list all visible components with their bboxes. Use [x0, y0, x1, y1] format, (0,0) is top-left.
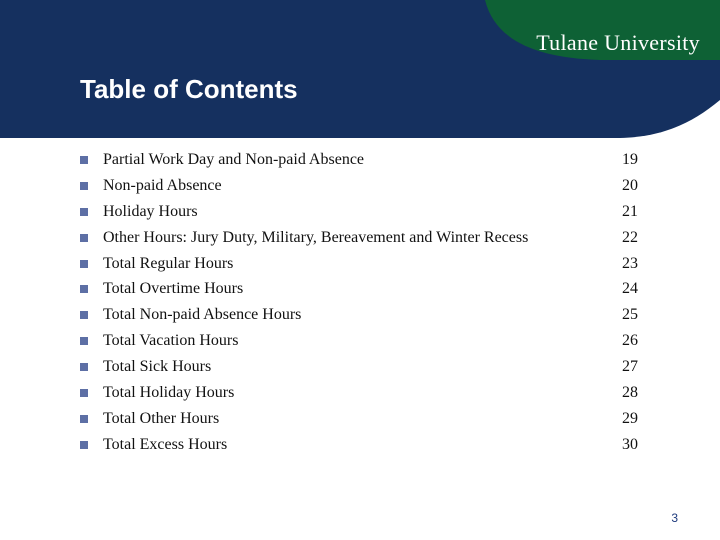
toc-item-label: Other Hours: Jury Duty, Military, Bereavement and Winter Recess	[103, 228, 529, 246]
toc-item-label: Total Excess Hours	[103, 435, 228, 453]
square-bullet-icon	[80, 285, 88, 293]
square-bullet-icon	[80, 234, 88, 242]
slide-number: 3	[671, 511, 678, 525]
toc-item-page: 29	[622, 409, 638, 427]
slide-header	[0, 0, 720, 140]
toc-item-label: Total Regular Hours	[103, 254, 234, 272]
toc-item	[80, 328, 650, 354]
toc-item-page: 26	[622, 332, 638, 350]
toc-item-page: 21	[622, 202, 638, 220]
toc-item	[80, 251, 650, 277]
toc-item	[80, 432, 650, 458]
square-bullet-icon	[80, 337, 88, 345]
toc-item-label: Holiday Hours	[103, 202, 198, 220]
toc-item	[80, 199, 650, 225]
toc-item	[80, 380, 650, 406]
square-bullet-icon	[80, 156, 88, 164]
square-bullet-icon	[80, 260, 88, 268]
toc-item-page: 20	[622, 176, 638, 194]
toc-item-page: 23	[622, 254, 638, 272]
header-background	[0, 0, 720, 140]
toc-item-label: Total Non-paid Absence Hours	[103, 306, 302, 324]
toc-item	[80, 225, 650, 251]
toc-item	[80, 276, 650, 302]
toc-item	[80, 406, 650, 432]
university-name: Tulane University	[536, 30, 700, 55]
square-bullet-icon	[80, 208, 88, 216]
toc-item	[80, 354, 650, 380]
toc-item-label: Total Sick Hours	[103, 358, 212, 376]
square-bullet-icon	[80, 363, 88, 371]
toc-item	[80, 147, 650, 173]
toc-item-page: 28	[622, 384, 638, 402]
toc-list	[80, 147, 650, 458]
square-bullet-icon	[80, 182, 88, 190]
page-title: Table of Contents	[80, 74, 298, 104]
toc-item-page: 27	[622, 358, 638, 376]
toc-item-page: 22	[622, 228, 638, 246]
square-bullet-icon	[80, 389, 88, 397]
toc-item-label: Non-paid Absence	[103, 176, 222, 194]
toc-item-label: Total Overtime Hours	[103, 280, 244, 298]
toc-item	[80, 302, 650, 328]
toc-item-page: 30	[622, 435, 638, 453]
square-bullet-icon	[80, 441, 88, 449]
toc-item-page: 25	[622, 306, 638, 324]
toc-item-page: 19	[622, 151, 638, 168]
square-bullet-icon	[80, 311, 88, 319]
toc-item-label: Total Holiday Hours	[103, 384, 235, 402]
toc-item	[80, 173, 650, 199]
square-bullet-icon	[80, 415, 88, 423]
toc-item-page: 24	[622, 280, 638, 298]
toc-item-label: Partial Work Day and Non-paid Absence	[103, 151, 365, 168]
toc-item-label: Total Other Hours	[103, 409, 220, 427]
toc-item-label: Total Vacation Hours	[103, 332, 239, 350]
